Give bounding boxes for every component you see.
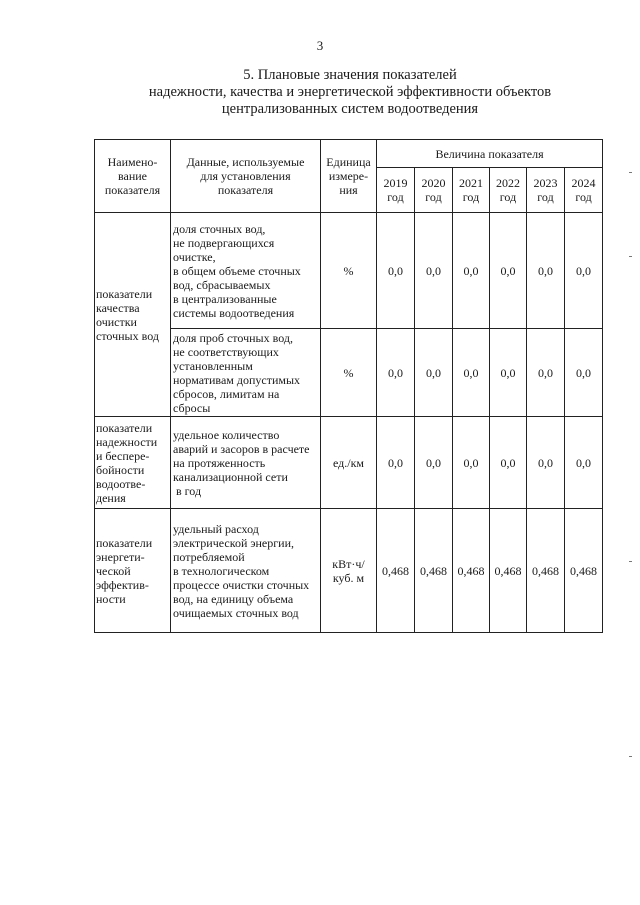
text-line: удельное количество <box>173 427 280 442</box>
table-row <box>95 509 603 633</box>
text-line: удельный расход <box>173 521 259 536</box>
header-value-group: Величина показателя <box>377 140 603 168</box>
text-line: сбросов, лимитам на <box>173 386 280 401</box>
value-cell: 0,0 <box>527 213 565 329</box>
page-number: 3 <box>316 38 324 53</box>
text-line: потребляемой <box>173 549 245 564</box>
text-line: системы водоотведения <box>173 305 295 320</box>
text-line: показатели <box>96 420 153 435</box>
value-cell: 0,468 <box>453 509 490 633</box>
text-line: энергети- <box>96 549 145 564</box>
page-title <box>80 67 620 118</box>
indicator-data <box>171 417 321 509</box>
text-line: для установления <box>200 169 291 183</box>
text-line: вание <box>117 169 147 183</box>
text-line: водоотве- <box>96 476 146 491</box>
value-cell: 0,0 <box>377 329 415 417</box>
value-cell: 0,0 <box>527 417 565 509</box>
value-cell: 0,0 <box>415 213 453 329</box>
value-cell: 0,0 <box>527 329 565 417</box>
text-line: в централизованные <box>173 291 277 306</box>
text-line: ческой <box>96 563 131 578</box>
indicator-data <box>171 509 321 633</box>
text-line: канализационной сети <box>173 469 288 484</box>
value-cell: 0,0 <box>490 417 527 509</box>
text-line: очищаемых сточных вод <box>173 605 299 620</box>
year-label: год <box>499 190 517 204</box>
text-line: куб. м <box>332 570 365 585</box>
indicator-name <box>95 417 171 509</box>
text-line: и беспере- <box>96 448 150 463</box>
text-line: доля сточных вод, <box>173 221 266 236</box>
text-line: надежности <box>96 434 158 449</box>
indicator-name <box>95 509 171 633</box>
text-line: Единица <box>326 155 371 169</box>
table-row <box>95 417 603 509</box>
value-cell: 0,0 <box>565 417 603 509</box>
value-cell: 0,468 <box>527 509 565 633</box>
text-line: доля проб сточных вод, <box>173 330 293 345</box>
text-line: вод, сбрасываемых <box>173 277 271 292</box>
text-line: ед./км <box>332 455 365 470</box>
year-header <box>453 168 490 213</box>
text-line: показатели <box>96 286 153 301</box>
year-header <box>415 168 453 213</box>
title-line-3: централизованных систем водоотведения <box>221 101 479 117</box>
text-line: не подвергающихся <box>173 235 275 250</box>
scan-mark <box>629 756 632 757</box>
text-line: ности <box>96 591 126 606</box>
text-line: очистке, <box>173 249 216 264</box>
text-line: аварий и засоров в расчете <box>173 441 310 456</box>
table-row <box>95 213 603 329</box>
text-line: % <box>343 365 354 380</box>
indicator-data <box>171 213 321 329</box>
text-line: в год <box>173 483 202 498</box>
text-line: вод, на единицу объема <box>173 591 294 606</box>
text-line: очистки <box>96 314 137 329</box>
value-cell: 0,0 <box>415 417 453 509</box>
indicator-name <box>95 213 171 417</box>
year-header <box>490 168 527 213</box>
value-cell: 0,0 <box>453 329 490 417</box>
text-line: показателя <box>104 183 161 197</box>
text-line: показателя <box>217 183 274 197</box>
text-line: на протяженность <box>173 455 266 470</box>
value-cell: 0,0 <box>377 213 415 329</box>
text-line: электрической энергии, <box>173 535 295 550</box>
text-line: % <box>343 263 354 278</box>
text-line: Наимено- <box>107 155 158 169</box>
value-cell: 0,0 <box>490 213 527 329</box>
value-cell: 0,0 <box>415 329 453 417</box>
indicator-data <box>171 329 321 417</box>
value-cell: 0,468 <box>490 509 527 633</box>
year-label: 2023 <box>533 176 558 190</box>
text-line: Данные, используемые <box>186 155 305 169</box>
text-line: ния <box>339 183 358 197</box>
value-cell: 0,0 <box>377 417 415 509</box>
text-line: в общем объеме сточных <box>173 263 301 278</box>
table-row <box>95 329 603 417</box>
text-line: сбросы <box>173 400 211 415</box>
text-line: сточных вод <box>96 328 159 343</box>
text-line: не соответствующих <box>173 344 279 359</box>
year-header <box>565 168 603 213</box>
unit-value <box>321 329 377 417</box>
unit-value <box>321 417 377 509</box>
value-cell: 0,0 <box>453 417 490 509</box>
scan-mark <box>629 172 632 173</box>
value-cell: 0,468 <box>377 509 415 633</box>
title-line-1: 5. Плановые значения показателей <box>243 67 457 83</box>
year-label: год <box>575 190 592 204</box>
text-line: дения <box>96 490 126 505</box>
text-line: эффектив- <box>96 577 149 592</box>
text-line: показатели <box>96 535 153 550</box>
scan-mark <box>629 561 632 562</box>
text-line: процессе очистки сточных <box>173 577 310 592</box>
year-label: год <box>425 190 442 204</box>
value-cell: 0,0 <box>565 213 603 329</box>
year-header <box>527 168 565 213</box>
year-header <box>377 168 415 213</box>
value-cell: 0,0 <box>453 213 490 329</box>
unit-value <box>321 213 377 329</box>
year-label: 2022 <box>496 176 520 190</box>
text-line: кВт·ч/ <box>332 556 365 571</box>
year-label: 2021 <box>459 176 483 190</box>
year-label: 2020 <box>421 176 446 190</box>
header-data <box>171 140 321 213</box>
year-label: год <box>537 190 554 204</box>
text-line: бойности <box>96 462 145 477</box>
year-label: год <box>462 190 480 204</box>
scan-mark <box>629 256 632 257</box>
value-cell: 0,0 <box>490 329 527 417</box>
text-line: в технологическом <box>173 563 270 578</box>
value-cell: 0,0 <box>565 329 603 417</box>
title-line-2: надежности, качества и энергетической эффективности объектов <box>148 84 552 100</box>
header-unit <box>321 140 377 213</box>
text-line: нормативам допустимых <box>173 372 301 387</box>
year-label: год <box>387 190 404 204</box>
text-line: измере- <box>328 169 369 183</box>
header-row <box>95 140 603 168</box>
value-cell: 0,468 <box>415 509 453 633</box>
year-label: 2024 <box>571 176 596 190</box>
text-line: качества <box>96 300 140 315</box>
header-name <box>95 140 171 213</box>
value-cell: 0,468 <box>565 509 603 633</box>
text-line: установленным <box>173 358 253 373</box>
indicators-table <box>94 139 603 633</box>
year-label: 2019 <box>383 176 408 190</box>
unit-value <box>321 509 377 633</box>
